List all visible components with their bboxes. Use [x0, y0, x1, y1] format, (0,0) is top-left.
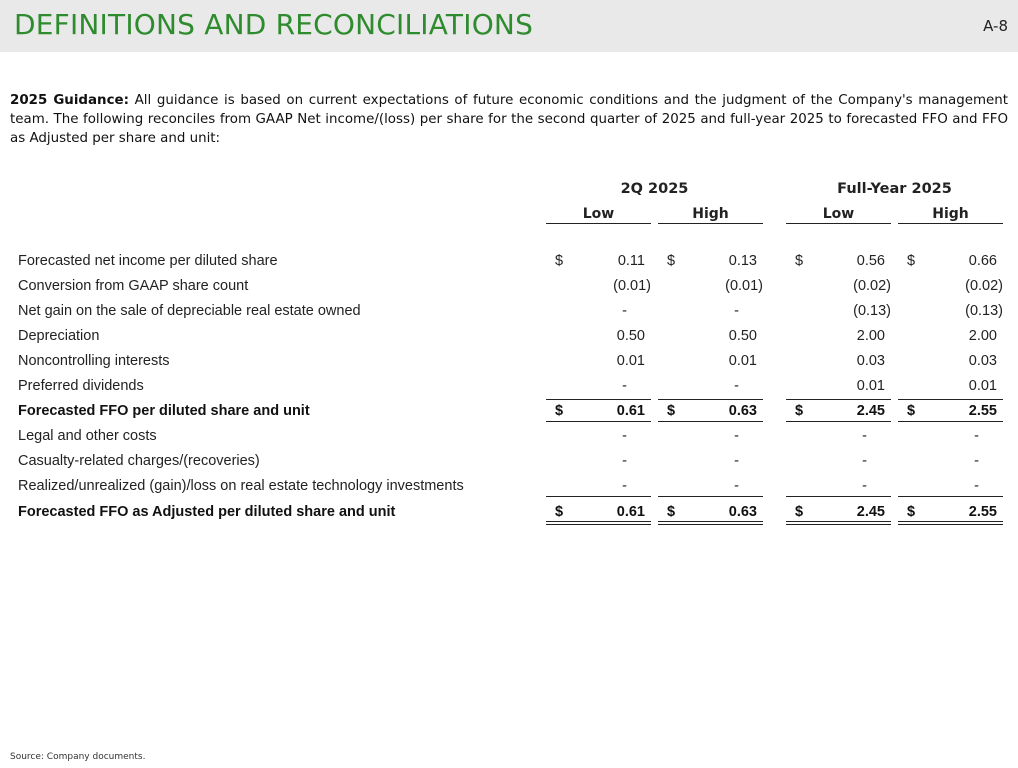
- row-value: 2.55: [968, 403, 997, 419]
- row-value: 2.00: [856, 328, 885, 344]
- subtotal-rule: [898, 399, 1003, 400]
- column-header: High: [932, 206, 969, 222]
- header-bar: [0, 0, 1018, 52]
- row-value: 0.13: [728, 253, 757, 269]
- row-value: -: [622, 378, 627, 394]
- row-value: 0.01: [616, 353, 645, 369]
- table-row: [0, 374, 1018, 399]
- currency-symbol: $: [555, 504, 564, 520]
- row-label: Forecasted net income per diluted share: [18, 253, 278, 269]
- row-value: -: [862, 453, 867, 469]
- row-value: -: [622, 428, 627, 444]
- total-double-underline: [658, 524, 763, 525]
- row-label: Casualty-related charges/(recoveries): [18, 453, 260, 469]
- table-row: [0, 274, 1018, 299]
- row-value: -: [734, 378, 739, 394]
- total-rule: [658, 496, 763, 497]
- row-value: 0.56: [856, 253, 885, 269]
- subtotal-underline: [898, 421, 1003, 422]
- currency-symbol: $: [667, 253, 676, 269]
- row-value: -: [974, 453, 979, 469]
- subtotal-rule: [546, 399, 651, 400]
- row-value: (0.13): [853, 303, 891, 319]
- currency-symbol: $: [907, 403, 916, 419]
- intro-label: 2025 Guidance:: [10, 93, 129, 108]
- row-value: 2.00: [968, 328, 997, 344]
- row-value: -: [974, 428, 979, 444]
- row-value: -: [734, 428, 739, 444]
- column-header: Low: [582, 206, 615, 222]
- row-value: 0.03: [856, 353, 885, 369]
- total-rule: [786, 496, 891, 497]
- row-value: 0.63: [728, 504, 757, 520]
- row-label: Preferred dividends: [18, 378, 144, 394]
- total-underline: [546, 521, 651, 522]
- row-value: (0.13): [965, 303, 1003, 319]
- intro-paragraph: [10, 91, 1008, 148]
- page-number: A-8: [983, 17, 1008, 35]
- column-header: High: [692, 206, 729, 222]
- row-value: 0.61: [616, 504, 645, 520]
- row-value: -: [734, 303, 739, 319]
- row-label: Forecasted FFO as Adjusted per diluted share and unit: [18, 504, 396, 520]
- total-rule: [898, 496, 1003, 497]
- row-value: -: [862, 478, 867, 494]
- currency-symbol: $: [795, 253, 804, 269]
- column-header-rule: [658, 223, 763, 224]
- row-value: (0.02): [965, 278, 1003, 294]
- column-header-rule: [898, 223, 1003, 224]
- row-label: Net gain on the sale of depreciable real estate owned: [18, 303, 361, 319]
- row-label: Conversion from GAAP share count: [18, 278, 249, 294]
- total-underline: [898, 521, 1003, 522]
- table-row: [0, 424, 1018, 449]
- row-value: 0.01: [728, 353, 757, 369]
- row-value: 0.50: [728, 328, 757, 344]
- total-rule: [546, 496, 651, 497]
- row-label: Realized/unrealized (gain)/loss on real estate technology investments: [18, 478, 464, 494]
- row-value: 0.03: [968, 353, 997, 369]
- total-double-underline: [898, 524, 1003, 525]
- subtotal-rule: [786, 399, 891, 400]
- row-value: -: [862, 428, 867, 444]
- row-value: -: [734, 478, 739, 494]
- row-value: -: [622, 453, 627, 469]
- currency-symbol: $: [795, 504, 804, 520]
- column-header-rule: [546, 223, 651, 224]
- column-header-rule: [786, 223, 891, 224]
- subtotal-rule: [658, 399, 763, 400]
- subtotal-underline: [786, 421, 891, 422]
- currency-symbol: $: [555, 253, 564, 269]
- currency-symbol: $: [555, 403, 564, 419]
- total-double-underline: [786, 524, 891, 525]
- row-value: (0.01): [613, 278, 651, 294]
- row-value: 0.63: [728, 403, 757, 419]
- currency-symbol: $: [795, 403, 804, 419]
- row-value: -: [622, 478, 627, 494]
- column-header: Low: [822, 206, 855, 222]
- row-value: 2.45: [856, 504, 885, 520]
- source-note: Source: Company documents.: [10, 752, 146, 762]
- group-header: 2Q 2025: [620, 181, 689, 197]
- table-row: [0, 299, 1018, 324]
- subtotal-underline: [546, 421, 651, 422]
- table-row: [0, 449, 1018, 474]
- table-row: [0, 349, 1018, 374]
- table-row: [0, 324, 1018, 349]
- row-value: -: [974, 478, 979, 494]
- row-value: 0.01: [856, 378, 885, 394]
- table-row: [0, 249, 1018, 274]
- row-value: (0.01): [725, 278, 763, 294]
- row-value: 0.11: [617, 253, 645, 269]
- row-value: 0.01: [968, 378, 997, 394]
- row-value: (0.02): [853, 278, 891, 294]
- row-label: Legal and other costs: [18, 428, 157, 444]
- total-underline: [658, 521, 763, 522]
- currency-symbol: $: [907, 253, 916, 269]
- subtotal-underline: [658, 421, 763, 422]
- currency-symbol: $: [907, 504, 916, 520]
- group-header: Full-Year 2025: [837, 181, 952, 197]
- row-value: 0.66: [968, 253, 997, 269]
- total-double-underline: [546, 524, 651, 525]
- row-value: -: [734, 453, 739, 469]
- currency-symbol: $: [667, 403, 676, 419]
- currency-symbol: $: [667, 504, 676, 520]
- row-value: 0.50: [616, 328, 645, 344]
- row-label: Depreciation: [18, 328, 100, 344]
- total-underline: [786, 521, 891, 522]
- row-value: -: [622, 303, 627, 319]
- row-value: 0.61: [616, 403, 645, 419]
- intro-text: All guidance is based on current expectations of future economic conditions and the judgment of the Company's management team. The following reconciles from GAAP Net income/(loss) per share for the second quarter of 2025 and full-year 2025 to forecasted FFO and FFO as Adjusted per share and unit:: [10, 93, 1008, 146]
- row-label: Forecasted FFO per diluted share and unit: [18, 403, 310, 419]
- row-value: 2.55: [968, 504, 997, 520]
- page-title: DEFINITIONS AND RECONCILIATIONS: [14, 8, 534, 41]
- row-label: Noncontrolling interests: [18, 353, 170, 369]
- row-value: 2.45: [856, 403, 885, 419]
